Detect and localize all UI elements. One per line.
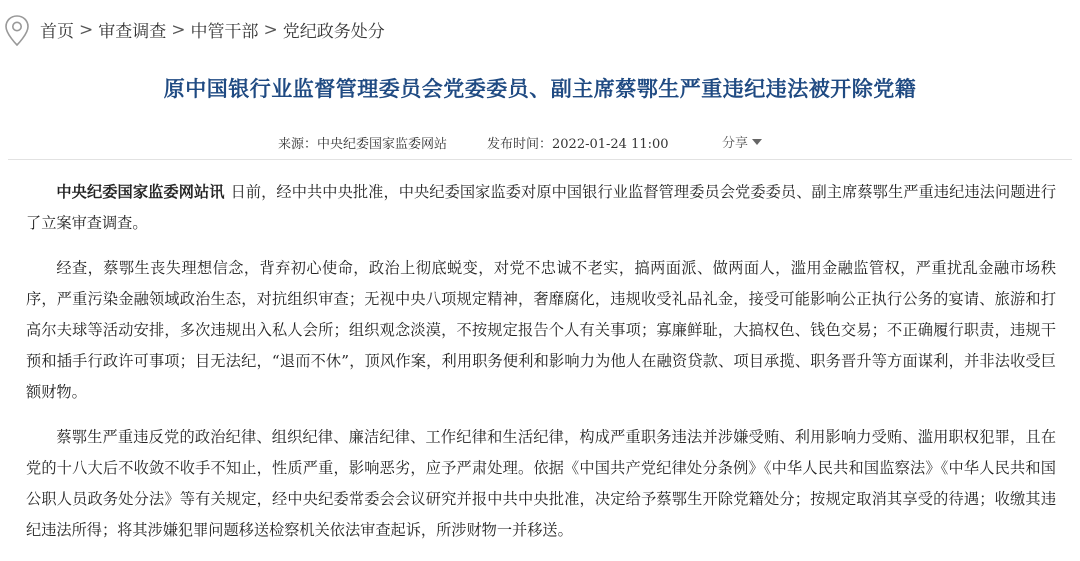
article-paragraph-text: 日前，经中共中央批准，中央纪委国家监委对原中国银行业监督管理委员会党委委员、副主席蔡鄂生严重违纪违法问题进行了立案审查调查。 — [26, 183, 1057, 232]
breadcrumb-review-investigation[interactable]: 审查调查 — [98, 22, 167, 42]
article-meta — [0, 130, 1080, 152]
page-title: 原中国银行业监督管理委员会党委委员、副主席蔡鄂生严重违纪违法被开除党籍 — [163, 76, 917, 101]
share-button[interactable] — [722, 132, 762, 151]
article-publish-time: 发布时间：2022-01-24 11:00 — [487, 137, 669, 152]
article-source: 来源：中央纪委国家监委网站 — [278, 137, 448, 152]
article-paragraph — [26, 177, 1056, 239]
breadcrumb — [0, 0, 1080, 60]
article-lead: 中央纪委国家监委网站讯 — [56, 183, 225, 201]
share-label: 分享 — [722, 136, 749, 151]
breadcrumb-separator: > — [79, 19, 94, 40]
breadcrumb-separator: > — [171, 19, 186, 40]
breadcrumb-central-cadres[interactable]: 中管干部 — [190, 22, 259, 42]
breadcrumb-home[interactable]: 首页 — [40, 22, 74, 42]
article-paragraph: 蔡鄂生严重违反党的政治纪律、组织纪律、廉洁纪律、工作纪律和生活纪律，构成严重职务违法并涉嫌受贿、利用影响力受贿、滥用职权犯罪，且在党的十八大后不收敛不收手不知止，性质严重，影响恶劣，应予严肃处理。依据《中国共产党纪律处分条例》《中华人民共和国监察法》《中华人民共和国公职人员政务处分法》等有关规定，经中央纪委常委会会议研究并报中共中央批准，决定给予蔡鄂生开除党籍处分；按规定取消其享受的待遇；收缴其违纪违法所得；将其涉嫌犯罪问题移送检察机关依法审查起诉，所涉财物一并移送。 — [26, 428, 1056, 539]
article-paragraph: 经查，蔡鄂生丧失理想信念，背弃初心使命，政治上彻底蜕变，对党不忠诚不老实，搞两面派、做两面人，滥用金融监管权，严重扰乱金融市场秩序，严重污染金融领域政治生态，对抗组织审查；无视中央八项规定精神，奢靡腐化，违规收受礼品礼金，接受可能影响公正执行公务的宴请、旅游和打高尔夫球等活动安排，多次违规出入私人会所；组织观念淡漠，不按规定报告个人有关事项；寡廉鲜耻，大搞权色、钱色交易；不正确履行职责，违规干预和插手行政许可事项；目无法纪，“退而不休”，顶风作案，利用职务便利和影响力为他人在融资贷款、项目承揽、职务晋升等方面谋利，并非法收受巨额财物。 — [26, 259, 1056, 401]
breadcrumb-discipline-sanctions[interactable]: 党纪政务处分 — [282, 22, 385, 42]
caret-down-icon — [752, 139, 762, 145]
breadcrumb-separator: > — [263, 19, 278, 40]
location-pin-icon — [4, 14, 30, 48]
article-body — [26, 177, 1056, 560]
divider — [8, 159, 1072, 160]
